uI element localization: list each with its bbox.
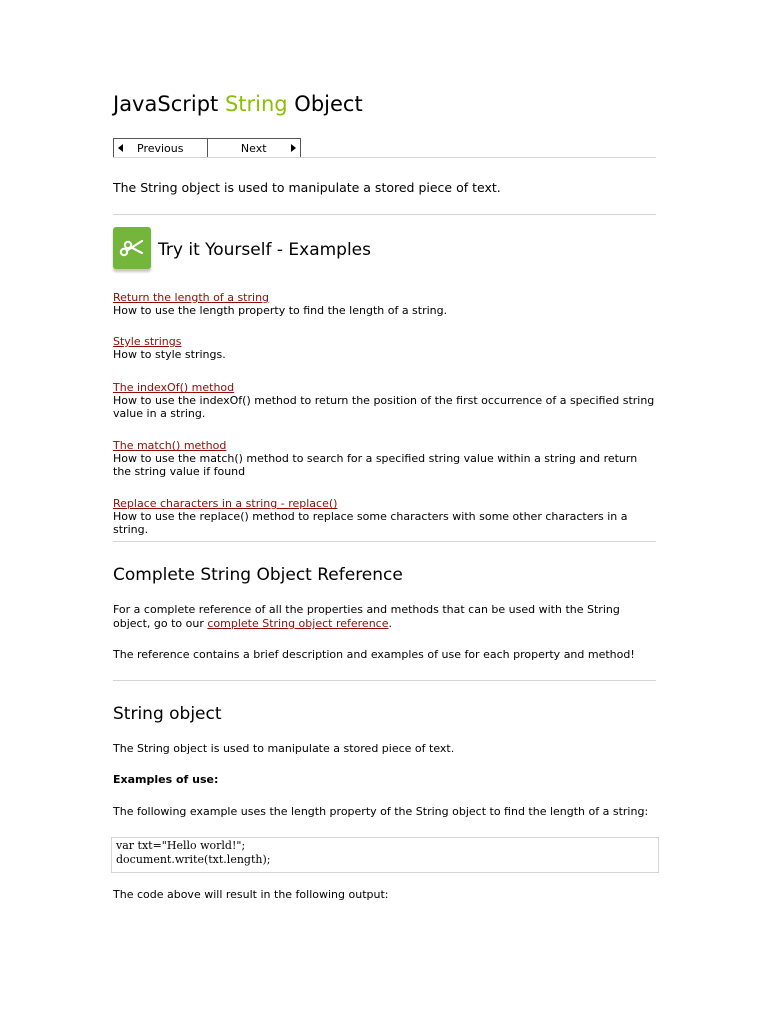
divider <box>113 680 656 681</box>
reference-link[interactable]: complete String object reference <box>207 617 389 630</box>
example-item <box>113 439 658 478</box>
code-block <box>111 837 659 873</box>
example-item <box>113 335 658 361</box>
intro-text: The String object is used to manipulate a stored piece of text. <box>113 180 501 195</box>
page-title <box>113 92 363 116</box>
reference-text-before: For a complete reference of all the properties and methods that can be used with the String object, go to our <box>113 603 620 630</box>
example-description: How to use the length property to find the length of a string. <box>113 304 448 317</box>
triangle-left-icon <box>118 144 123 152</box>
string-object-text: The String object is used to manipulate a stored piece of text. <box>113 742 455 755</box>
reference-note: The reference contains a brief description and examples of use for each property and method! <box>113 648 635 661</box>
previous-label: Previous <box>137 141 184 155</box>
code-line: document.write(txt.length); <box>116 853 271 866</box>
example-link[interactable]: The match() method <box>113 439 227 452</box>
code-line: var txt="Hello world!"; <box>116 839 246 852</box>
example-description: How to use the match() method to search for a specified string value within a string and return the string value if found <box>113 452 638 478</box>
string-object-heading: String object <box>113 704 222 724</box>
divider <box>113 214 656 215</box>
example-description: How to use the replace() method to replace some characters with some other characters in a string. <box>113 510 628 536</box>
example-item <box>113 497 658 536</box>
reference-paragraph <box>113 603 658 631</box>
divider <box>113 541 656 542</box>
triangle-right-icon <box>291 144 296 152</box>
title-part-2: Object <box>287 92 363 116</box>
previous-button[interactable] <box>114 139 208 157</box>
output-intro: The code above will result in the following output: <box>113 888 389 901</box>
example-item <box>113 381 658 420</box>
next-label: Next <box>240 141 267 155</box>
next-button[interactable] <box>208 139 301 157</box>
example-item <box>113 291 658 317</box>
example-link[interactable]: Return the length of a string <box>113 291 270 304</box>
example-link[interactable]: The indexOf() method <box>113 381 235 394</box>
title-part-1: JavaScript <box>113 92 225 116</box>
example-link[interactable]: Replace characters in a string - replace() <box>113 497 338 510</box>
try-it-heading: Try it Yourself - Examples <box>158 240 371 260</box>
title-highlight: String <box>224 92 288 116</box>
example-description: How to style strings. <box>113 348 226 361</box>
example-explanation: The following example uses the length property of the String object to find the length of a string: <box>113 805 649 818</box>
reference-text-after: . <box>388 617 392 630</box>
examples-of-use-label: Examples of use: <box>113 773 219 786</box>
divider <box>113 157 656 158</box>
nav-bar <box>113 138 301 158</box>
reference-heading: Complete String Object Reference <box>113 565 403 585</box>
scissors-icon <box>113 227 151 269</box>
example-link[interactable]: Style strings <box>113 335 182 348</box>
example-description: How to use the indexOf() method to return the position of the first occurrence of a specified string value in a string. <box>113 394 655 420</box>
